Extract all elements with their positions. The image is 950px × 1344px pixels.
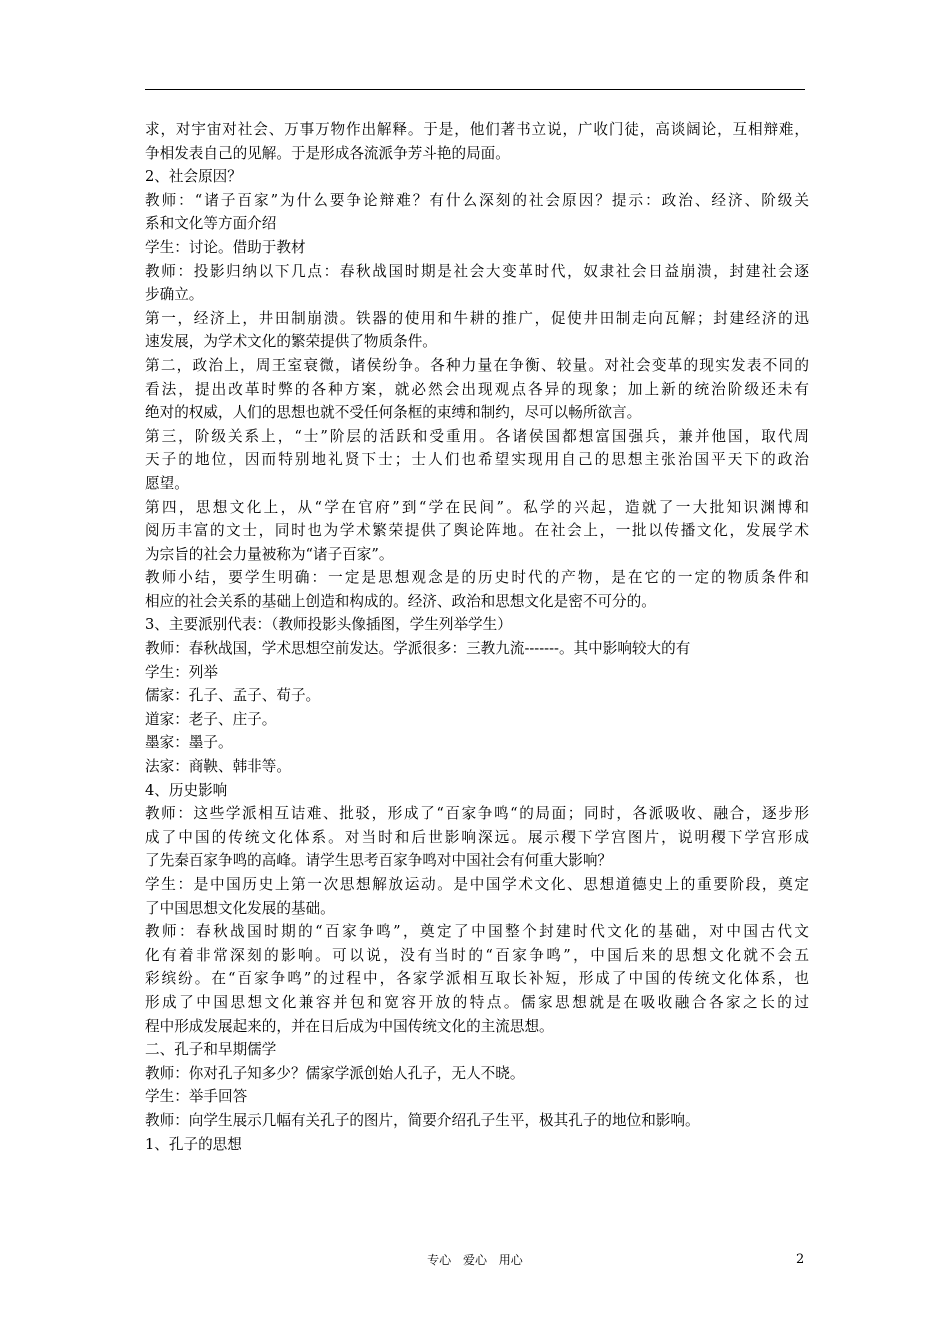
text-line: 天子的地位，因而特别地礼贤下士；士人们也希望实现用自己的思想主张治国平天下的政治 — [145, 451, 809, 469]
text-line: 愿望。 — [145, 474, 189, 492]
text-line: 化有着非常深刻的影响。可以说，没有当时的“百家争鸣”，中国后来的思想文化就不会五 — [145, 946, 809, 964]
text-line: 彩缤纷。在“百家争鸣”的过程中，各家学派相互取长补短，形成了中国的传统文化体系，也 — [145, 970, 809, 988]
text-line: 第二，政治上，周王室衰微，诸侯纷争。各种力量在争衡、较量。对社会变革的现实发表不同的 — [145, 356, 809, 374]
text-line: 求，对宇宙对社会、万事万物作出解释。于是，他们著书立说，广收门徒，高谈阔论，互相辩难， — [145, 121, 809, 138]
text-line: 速发展，为学术文化的繁荣提供了物质条件。 — [145, 333, 437, 351]
text-line: 教师：“诸子百家”为什么要争论辩难？有什么深刻的社会原因？提示：政治、经济、阶级关 — [145, 191, 809, 209]
text-line: 教师：春秋战国，学术思想空前发达。学派很多：三教九流-------。其中影响较大的有 — [145, 640, 691, 658]
text-line: 道家：老子、庄子。 — [145, 710, 277, 728]
text-line: 学生：讨论。借助于教材 — [145, 238, 306, 256]
text-line: 系和文化等方面介绍 — [145, 215, 277, 233]
text-line: 了中国思想文化发展的基础。 — [145, 899, 335, 917]
text-line: 墨家：墨子。 — [145, 734, 233, 752]
text-line: 相应的社会关系的基础上创造和构成的。经济、政治和思想文化是密不可分的。 — [145, 592, 656, 610]
text-line: 1、孔子的思想 — [145, 1135, 242, 1153]
page-number: 2 — [796, 1252, 805, 1267]
text-line: 了先秦百家争鸣的高峰。请学生思考百家争鸣对中国社会有何重大影响？ — [145, 852, 613, 870]
text-line: 形成了中国思想文化兼容并包和宽容开放的特点。儒家思想就是在吸收融合各家之长的过 — [145, 993, 809, 1011]
text-line: 看法，提出改革时弊的各种方案，就必然会出现观点各异的现象；加上新的统治阶级还未有 — [145, 380, 809, 398]
text-line: 教师：向学生展示几幅有关孔子的图片，简要介绍孔子生平，极其孔子的地位和影响。 — [145, 1111, 700, 1129]
text-line: 教师：春秋战国时期的“百家争鸣”，奠定了中国整个封建时代文化的基础，对中国古代文 — [145, 923, 809, 941]
text-line: 步确立。 — [145, 286, 204, 304]
text-line: 教师：投影归纳以下几点：春秋战国时期是社会大变革时代，奴隶社会日益崩溃，封建社会逐 — [145, 262, 809, 280]
text-line: 成了中国的传统文化体系。对当时和后世影响深远。展示稷下学宫图片，说明稷下学宫形成 — [145, 828, 809, 846]
text-line: 教师小结，要学生明确：一定是思想观念是的历史时代的产物，是在它的一定的物质条件和 — [145, 569, 809, 587]
text-line: 法家：商鞅、韩非等。 — [145, 758, 291, 776]
text-line: 二、孔子和早期儒学 — [145, 1041, 277, 1059]
text-line: 学生：列举 — [145, 663, 218, 681]
text-line: 2、社会原因？ — [145, 168, 242, 186]
text-line: 第三，阶级关系上，“士”阶层的活跃和受重用。各诸侯国都想富国强兵，兼并他国，取代周 — [145, 427, 809, 445]
header-rule — [145, 89, 805, 90]
text-line: 3、主要派别代表：（教师投影头像插图，学生列举学生） — [145, 616, 512, 634]
text-line: 争相发表自己的见解。于是形成各流派争芳斗艳的局面。 — [145, 144, 510, 162]
text-line: 学生：是中国历史上第一次思想解放运动。是中国学术文化、思想道德史上的重要阶段，奠定 — [145, 876, 809, 893]
footer-motto: 专心 爱心 用心 — [427, 1253, 523, 1267]
text-line: 为宗旨的社会力量被称为“诸子百家”。 — [145, 545, 394, 563]
text-line: 4、历史影响 — [145, 781, 228, 799]
text-line: 绝对的权威，人们的思想也就不受任何条框的束缚和制约，尽可以畅所欲言。 — [145, 404, 642, 422]
text-line: 程中形成发展起来的，并在日后成为中国传统文化的主流思想。 — [145, 1017, 554, 1035]
text-line: 阅历丰富的文士，同时也为学术繁荣提供了舆论阵地。在社会上，一批以传播文化，发展学术 — [145, 522, 809, 540]
body-text — [145, 118, 809, 1156]
text-line: 第四，思想文化上，从“学在官府”到“学在民间”。私学的兴起，造就了一大批知识渊博和 — [145, 498, 809, 516]
text-line: 教师：你对孔子知多少？儒家学派创始人孔子，无人不晓。 — [145, 1064, 525, 1082]
text-line: 儒家：孔子、孟子、荀子。 — [145, 687, 321, 705]
text-line: 第一，经济上，井田制崩溃。铁器的使用和牛耕的推广，促使井田制走向瓦解；封建经济的迅 — [145, 309, 809, 327]
text-line: 学生：举手回答 — [145, 1088, 248, 1106]
text-line: 教师：这些学派相互诘难、批驳，形成了“百家争鸣“的局面；同时，各派吸收、融合，逐步形 — [145, 805, 809, 823]
page-footer — [0, 1250, 950, 1270]
